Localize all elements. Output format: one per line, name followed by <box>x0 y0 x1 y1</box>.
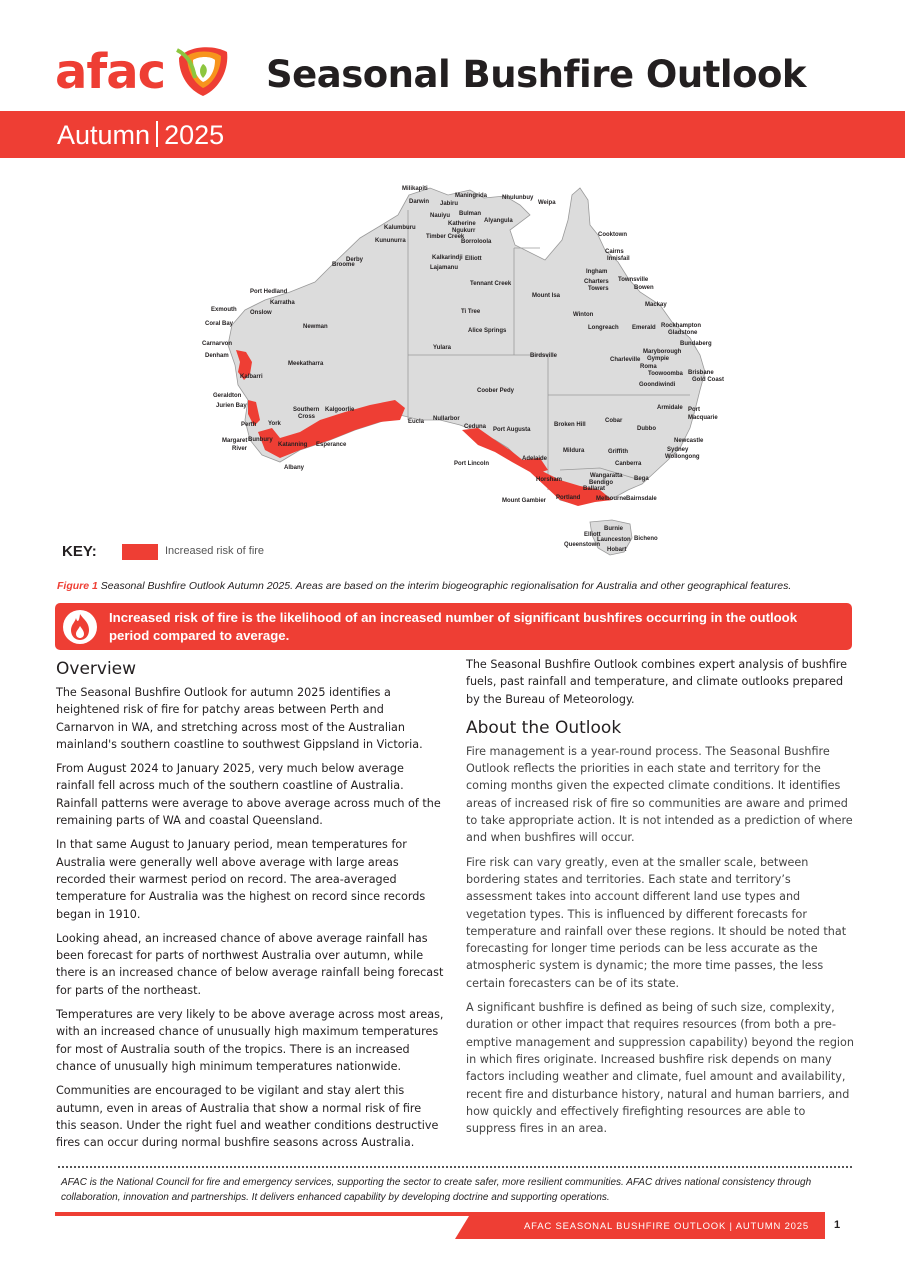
overview-paragraph: Temperatures are very likely to be above average across most areas, with an increased chance of unusually high maximum temperatures for most of Australia south of the tropics. There is an increased chance of unusually high minimum temperatures nationwide. <box>56 1008 444 1073</box>
afac-flame-logo-icon <box>173 44 231 98</box>
page-number: 1 <box>834 1219 841 1231</box>
key-label: Increased risk of fire <box>165 545 265 557</box>
svg-text:Newcastle: Newcastle <box>674 438 704 444</box>
svg-text:Brisbane: Brisbane <box>688 370 714 376</box>
svg-text:Esperance: Esperance <box>316 442 347 448</box>
svg-text:Port Lincoln: Port Lincoln <box>454 461 489 467</box>
svg-text:Coral Bay: Coral Bay <box>205 321 234 327</box>
svg-text:Kalkarindji: Kalkarindji <box>432 255 463 261</box>
svg-text:Ceduna: Ceduna <box>464 424 487 430</box>
svg-text:Broken Hill: Broken Hill <box>554 422 586 428</box>
season-label: Autumn 2025 <box>57 120 225 150</box>
svg-text:Nullarbor: Nullarbor <box>433 416 460 422</box>
svg-text:Bulman: Bulman <box>459 211 482 217</box>
svg-text:Newman: Newman <box>303 324 328 330</box>
svg-text:Mount Isa: Mount Isa <box>532 293 560 299</box>
svg-text:Griffith: Griffith <box>608 449 628 455</box>
svg-text:Maningrida: Maningrida <box>455 193 488 199</box>
svg-text:Lajamanu: Lajamanu <box>430 265 459 271</box>
svg-text:Exmouth: Exmouth <box>211 307 237 313</box>
svg-text:Launceston: Launceston <box>597 537 631 543</box>
svg-text:Jabiru: Jabiru <box>440 201 459 207</box>
svg-text:Margaret: Margaret <box>222 438 248 444</box>
svg-text:Bunbury: Bunbury <box>248 437 273 443</box>
svg-text:Hobart: Hobart <box>607 547 627 553</box>
svg-text:Ingham: Ingham <box>586 269 608 275</box>
svg-text:Burnie: Burnie <box>604 526 624 532</box>
svg-text:Darwin: Darwin <box>409 199 430 205</box>
svg-text:Tennant Creek: Tennant Creek <box>470 281 512 287</box>
svg-text:Ngukurr: Ngukurr <box>452 228 476 234</box>
about-paragraph: Fire risk can vary greatly, even at the smaller scale, between bordering states and territories. Each state and territory’s assessment takes into account different land use types and vegetation types. This is influenced by different forecasts for temperature and rainfall over these regions. It should be noted that forecasting for longer time periods can be less accurate as the atmospheric system is dynamic; the more time passes, the less certain forecasters can be of its state. <box>466 855 847 990</box>
svg-text:Elliott: Elliott <box>465 256 482 262</box>
svg-text:Towers: Towers <box>588 286 609 292</box>
svg-text:Cairns: Cairns <box>605 249 624 255</box>
svg-text:Denham: Denham <box>205 353 229 359</box>
mainland-outline <box>228 188 705 505</box>
svg-text:Alice Springs: Alice Springs <box>468 328 507 334</box>
intro-paragraph: The Seasonal Bushfire Outlook combines expert analysis of bushfire fuels, past rainfall and temperature, and climate outlooks prepared by the Bureau of Meteorology. <box>466 658 848 706</box>
svg-text:Bendigo: Bendigo <box>589 480 613 486</box>
svg-text:Townsville: Townsville <box>618 277 649 283</box>
australia-risk-map <box>195 180 725 560</box>
svg-text:Borroloola: Borroloola <box>461 239 492 245</box>
svg-text:Bega: Bega <box>634 476 649 482</box>
svg-text:Eucla: Eucla <box>408 419 425 425</box>
page-title: Seasonal Bushfire Outlook <box>266 53 807 96</box>
svg-text:Albany: Albany <box>284 465 305 471</box>
svg-text:Broome: Broome <box>332 262 355 268</box>
overview-paragraph: The Seasonal Bushfire Outlook for autumn 2025 identifies a heightened risk of fire for patchy areas between Perth and Carnarvon in WA, and stretching across most of the Australian mainland's southern coastline to southwest Gippsland in Victoria. <box>56 686 423 751</box>
svg-text:York: York <box>268 421 281 427</box>
footer-divider <box>58 1166 852 1168</box>
svg-text:Macquarie: Macquarie <box>688 415 718 421</box>
overview-paragraph: From August 2024 to January 2025, very much below average rainfall fell across much of the southern coastline of Australia. Rainfall patterns were average to above average across much of the remaining parts of WA and coastal Queensland. <box>56 762 441 828</box>
overview-paragraph: Looking ahead, an increased chance of above average rainfall has been forecast for parts of northwest Australia over autumn, while there is an increased chance of below average rainfall being forecast for parts of the northeast. <box>56 931 444 997</box>
svg-text:Armidale: Armidale <box>657 405 683 411</box>
svg-text:Onslow: Onslow <box>250 310 272 316</box>
svg-text:Cooktown: Cooktown <box>598 232 627 238</box>
svg-text:Weipa: Weipa <box>538 200 556 206</box>
svg-text:Longreach: Longreach <box>588 325 619 331</box>
svg-text:Katherine: Katherine <box>448 221 476 227</box>
svg-text:Gold Coast: Gold Coast <box>692 377 725 383</box>
svg-text:Ballarat: Ballarat <box>583 486 606 492</box>
svg-text:Maryborough: Maryborough <box>643 349 682 355</box>
svg-text:Adelaide: Adelaide <box>522 456 548 462</box>
fire-icon <box>61 608 99 646</box>
svg-text:Emerald: Emerald <box>632 325 656 331</box>
svg-text:Goondiwindi: Goondiwindi <box>639 382 676 388</box>
svg-text:Katanning: Katanning <box>278 442 308 448</box>
svg-text:Sydney: Sydney <box>667 447 689 453</box>
svg-text:Charters: Charters <box>584 279 609 285</box>
overview-section <box>56 658 444 1158</box>
about-paragraph: Fire management is a year-round process. The Seasonal Bushfire Outlook reflects the priorities in each state and territory for the coming months given the expected climate conditions. It identifies areas of increased risk of fire so communities are aware and primed to take appropriate action. It is not intended as a prediction of where and when bushfires will occur. <box>466 744 853 845</box>
svg-text:Karratha: Karratha <box>270 300 295 306</box>
svg-text:River: River <box>232 446 248 452</box>
svg-text:Port Augusta: Port Augusta <box>493 427 531 433</box>
afac-logo-text: afac <box>55 44 166 100</box>
svg-text:Southern: Southern <box>293 407 320 413</box>
svg-text:Alyangula: Alyangula <box>484 218 513 224</box>
svg-text:Birdsville: Birdsville <box>530 353 558 359</box>
svg-text:Milikapiti: Milikapiti <box>402 186 428 192</box>
svg-text:Timber Creek: Timber Creek <box>426 234 465 240</box>
svg-text:Mount Gambier: Mount Gambier <box>502 498 547 504</box>
footer-label: AFAC SEASONAL BUSHFIRE OUTLOOK | AUTUMN 2025 <box>524 1221 809 1232</box>
svg-text:Cross: Cross <box>298 414 316 420</box>
svg-text:Cobar: Cobar <box>605 418 623 424</box>
svg-text:Charleville: Charleville <box>610 357 641 363</box>
svg-text:Port: Port <box>688 407 700 413</box>
figure-caption: Figure 1 Seasonal Bushfire Outlook Autumn 2025. Areas are based on the interim biogeographic regionalisation for Australia and other geographical features. <box>57 580 792 592</box>
svg-text:Kalbarri: Kalbarri <box>240 374 263 380</box>
svg-text:Rockhampton: Rockhampton <box>661 323 702 329</box>
svg-text:Toowoomba: Toowoomba <box>648 371 683 377</box>
svg-text:Nauiyu: Nauiyu <box>430 213 451 219</box>
svg-text:Kalumburu: Kalumburu <box>384 225 416 231</box>
svg-text:Mackay: Mackay <box>645 302 667 308</box>
svg-text:Wangaratta: Wangaratta <box>590 473 623 479</box>
overview-paragraph: Communities are encouraged to be vigilant and stay alert this autumn, even in areas of Australia that show a normal risk of fire this season. Under the right fuel and weather conditions destructive fires can occur during normal bushfire seasons across Australia. <box>56 1084 439 1150</box>
footer-bar <box>55 1212 825 1216</box>
svg-text:Gladstone: Gladstone <box>668 330 698 336</box>
svg-text:Meekatharra: Meekatharra <box>288 361 324 367</box>
about-heading: About the Outlook <box>466 717 622 738</box>
overview-paragraph: In that same August to January period, mean temperatures for Australia were generally well above average with large areas recorded their warmest period on record. The area-averaged temperature for Australia was the highest on record since records began in 1910. <box>56 838 426 921</box>
about-section <box>466 656 856 1144</box>
svg-text:Derby: Derby <box>346 257 364 263</box>
svg-text:Mildura: Mildura <box>563 448 585 454</box>
svg-text:Queenstown: Queenstown <box>564 542 601 548</box>
svg-text:Wollongong: Wollongong <box>665 454 700 460</box>
about-paragraph: A significant bushfire is defined as being of such size, complexity, duration or other impact that requires resources (from both a pre-emptive management and suppression capability) beyond the region in which fires originate. Increased bushfire risk depends on many factors including weather and climate, fuel amount and availability, recent fire and disturbance history, natural and human barriers, and how quickly and effectively firefighting resources are able to suppress fires in an area. <box>466 1001 854 1136</box>
svg-text:Canberra: Canberra <box>615 461 642 467</box>
svg-text:Kalgoorlie: Kalgoorlie <box>325 407 355 413</box>
svg-text:Gympie: Gympie <box>647 356 670 362</box>
svg-text:Perth: Perth <box>241 422 257 428</box>
svg-text:Carnarvon: Carnarvon <box>202 341 233 347</box>
svg-text:Bairnsdale: Bairnsdale <box>626 496 657 502</box>
key-swatch <box>122 544 158 560</box>
svg-text:Elliott: Elliott <box>584 532 601 538</box>
banner-text: Increased risk of fire is the likelihood of an increased number of significant bushfires occurring in the outlook period compared to average. <box>109 610 798 643</box>
svg-text:Coober Pedy: Coober Pedy <box>477 388 515 394</box>
svg-text:Bicheno: Bicheno <box>634 536 658 542</box>
svg-text:Ti Tree: Ti Tree <box>461 309 481 315</box>
overview-heading: Overview <box>56 659 137 679</box>
svg-text:Innisfail: Innisfail <box>607 256 630 262</box>
svg-text:Winton: Winton <box>573 312 594 318</box>
svg-text:Melbourne: Melbourne <box>596 496 627 502</box>
svg-text:Dubbo: Dubbo <box>637 426 656 432</box>
svg-text:Jurien Bay: Jurien Bay <box>216 403 247 409</box>
key-title: KEY: <box>62 543 97 560</box>
svg-text:Horsham: Horsham <box>536 477 563 483</box>
svg-text:Roma: Roma <box>640 364 657 370</box>
svg-text:Portland: Portland <box>556 495 581 501</box>
svg-text:Yulara: Yulara <box>433 345 452 351</box>
svg-text:Bundaberg: Bundaberg <box>680 341 712 347</box>
footer-statement: AFAC is the National Council for fire and emergency services, supporting the sector to create safer, more resilient communities. AFAC drives national consistency through collaboration, innovation and partnerships. It delivers enhanced capability by developing doctrine and supporting operations. <box>61 1177 812 1203</box>
svg-text:Nhulunbuy: Nhulunbuy <box>502 195 534 201</box>
svg-text:Port Hedland: Port Hedland <box>250 289 288 295</box>
svg-text:Kununurra: Kununurra <box>375 238 406 244</box>
svg-text:Geraldton: Geraldton <box>213 393 242 399</box>
svg-text:Bowen: Bowen <box>634 285 654 291</box>
